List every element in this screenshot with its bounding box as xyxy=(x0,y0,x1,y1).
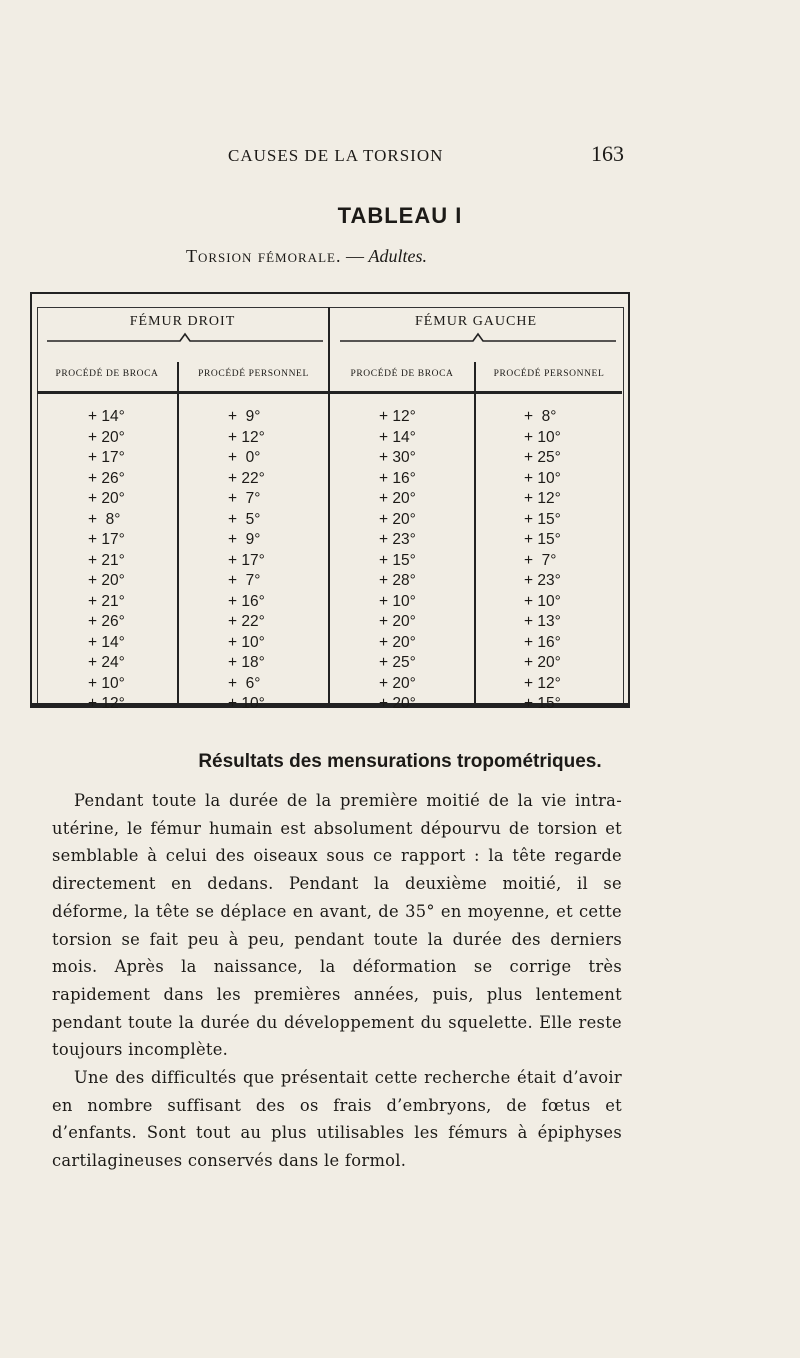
table-cell: + 22° xyxy=(228,613,265,630)
table-cell: + 12° xyxy=(524,490,561,507)
column-divider-left xyxy=(177,362,179,704)
table-cell: + 9° xyxy=(228,408,261,425)
table-cell: + 20° xyxy=(379,510,416,528)
table-cell: + 25° xyxy=(379,654,416,671)
group-divider xyxy=(328,307,330,704)
table-cell: + 12° xyxy=(524,674,561,692)
group-header-femur-droit: FÉMUR DROIT xyxy=(129,314,236,329)
subheader-broca-droit: PROCÉDÉ DE BROCA xyxy=(55,369,159,379)
table-cell: + 14° xyxy=(88,633,125,651)
table-cell: + 25° xyxy=(524,449,561,466)
table-cell: + 20° xyxy=(379,674,416,692)
table-cell: + 10° xyxy=(524,592,561,610)
table-cell: + 15° xyxy=(524,695,561,712)
table-cell: + 17° xyxy=(88,531,125,548)
table-cell: + 20° xyxy=(379,613,416,630)
table-cell: + 26° xyxy=(88,469,125,487)
brace-icon xyxy=(45,332,325,344)
table-cell: + 14° xyxy=(379,428,416,446)
table-cell: + 21° xyxy=(88,592,125,610)
header-rule xyxy=(37,391,622,394)
table-cell: + 16° xyxy=(524,633,561,651)
table-cell: + 16° xyxy=(228,592,265,610)
paragraph: Pendant toute la durée de la première moitié de la vie intra-utérine, le fémur humain est absolument dépourvu de torsion et semblable à celui des oiseaux sous ce rapport : la tête regarde directement en dedans. Pendant la deuxième moitié, il se déforme, la tête se déplace en avant, de 35° en moyenne, et cette torsion se fait peu à peu, pendant toute la durée des derniers mois. Après la naissance, la déformation se corrige très rapidement dans les premières années, puis, plus lentement pendant toute la durée du développement du squelette. Elle reste toujours incomplète. xyxy=(52,791,622,1060)
table-cell: + 20° xyxy=(379,490,416,507)
table-cell: + 10° xyxy=(379,592,416,610)
table-cell: + 0° xyxy=(228,449,261,466)
table-cell: + 20° xyxy=(379,695,416,712)
subheader-personnel-gauche: PROCÉDÉ PERSONNEL xyxy=(493,369,605,379)
table-cell: + 12° xyxy=(379,408,416,425)
table-cell: + 7° xyxy=(524,551,557,569)
subtitle-italic: Adultes. xyxy=(368,246,427,266)
table-cell: + 15° xyxy=(379,551,416,569)
column-divider-right xyxy=(474,362,476,704)
table-cell: + 28° xyxy=(379,572,416,589)
table-cell: + 17° xyxy=(88,449,125,466)
table-cell: + 20° xyxy=(379,633,416,651)
table-cell: + 23° xyxy=(524,572,561,589)
table-cell: + 22° xyxy=(228,469,265,487)
running-title: CAUSES DE LA TORSION xyxy=(228,146,444,165)
table-cell: + 20° xyxy=(88,572,125,589)
section-heading: Résultats des mensurations tropométriques. xyxy=(198,751,602,772)
table-cell: + 23° xyxy=(379,531,416,548)
table-cell: + 24° xyxy=(88,654,125,671)
table-title: TABLEAU I xyxy=(337,203,463,228)
table-cell: + 10° xyxy=(228,633,265,651)
brace-icon xyxy=(338,332,618,344)
table-cell: + 6° xyxy=(228,674,261,692)
page-number: 163 xyxy=(591,141,624,166)
table-cell: + 10° xyxy=(88,674,125,692)
subtitle-main: Torsion fémorale. xyxy=(186,246,342,266)
table-cell: + 13° xyxy=(524,613,561,630)
subtitle-dash: — xyxy=(341,246,369,266)
table-cell: + 21° xyxy=(88,551,125,569)
table-cell: + 15° xyxy=(524,510,561,528)
body-text xyxy=(52,787,622,1175)
subheader-broca-gauche: PROCÉDÉ DE BROCA xyxy=(350,369,454,379)
paragraph: Une des difficultés que présentait cette recherche était d’avoir en nombre suffisant des os frais d’embryons, de fœtus et d’enfants. Sont tout au plus utilisables les fémurs à épiphyses cartilagineuses conservés dans le formol. xyxy=(52,1068,622,1171)
table-cell: + 15° xyxy=(524,531,561,548)
column-gauche-personnel xyxy=(524,407,561,715)
table-cell: + 20° xyxy=(88,428,125,446)
table-cell: + 10° xyxy=(524,428,561,446)
table-cell: + 8° xyxy=(88,510,121,528)
table-cell: + 30° xyxy=(379,449,416,466)
column-droit-personnel xyxy=(228,407,265,715)
table-cell: + 5° xyxy=(228,510,261,528)
table-cell: + 14° xyxy=(88,408,125,425)
table-cell: + 7° xyxy=(228,572,261,589)
table-cell: + 10° xyxy=(524,469,561,487)
column-gauche-broca xyxy=(379,407,416,715)
table-cell: + 9° xyxy=(228,531,261,548)
column-droit-broca xyxy=(88,407,125,715)
table-cell: + 10° xyxy=(228,695,265,712)
table-cell: + 16° xyxy=(379,469,416,487)
group-header-femur-gauche: FÉMUR GAUCHE xyxy=(414,314,538,329)
table-cell: + 12° xyxy=(88,695,125,712)
table-cell: + 17° xyxy=(228,551,265,569)
table-cell: + 7° xyxy=(228,490,261,507)
table-subtitle xyxy=(186,246,427,267)
subheader-personnel-droit: PROCÉDÉ PERSONNEL xyxy=(198,369,309,379)
table-cell: + 20° xyxy=(88,490,125,507)
table-cell: + 18° xyxy=(228,654,265,671)
table-cell: + 20° xyxy=(524,654,561,671)
table-cell: + 8° xyxy=(524,408,557,425)
table-cell: + 26° xyxy=(88,613,125,630)
table-cell: + 12° xyxy=(228,428,265,446)
